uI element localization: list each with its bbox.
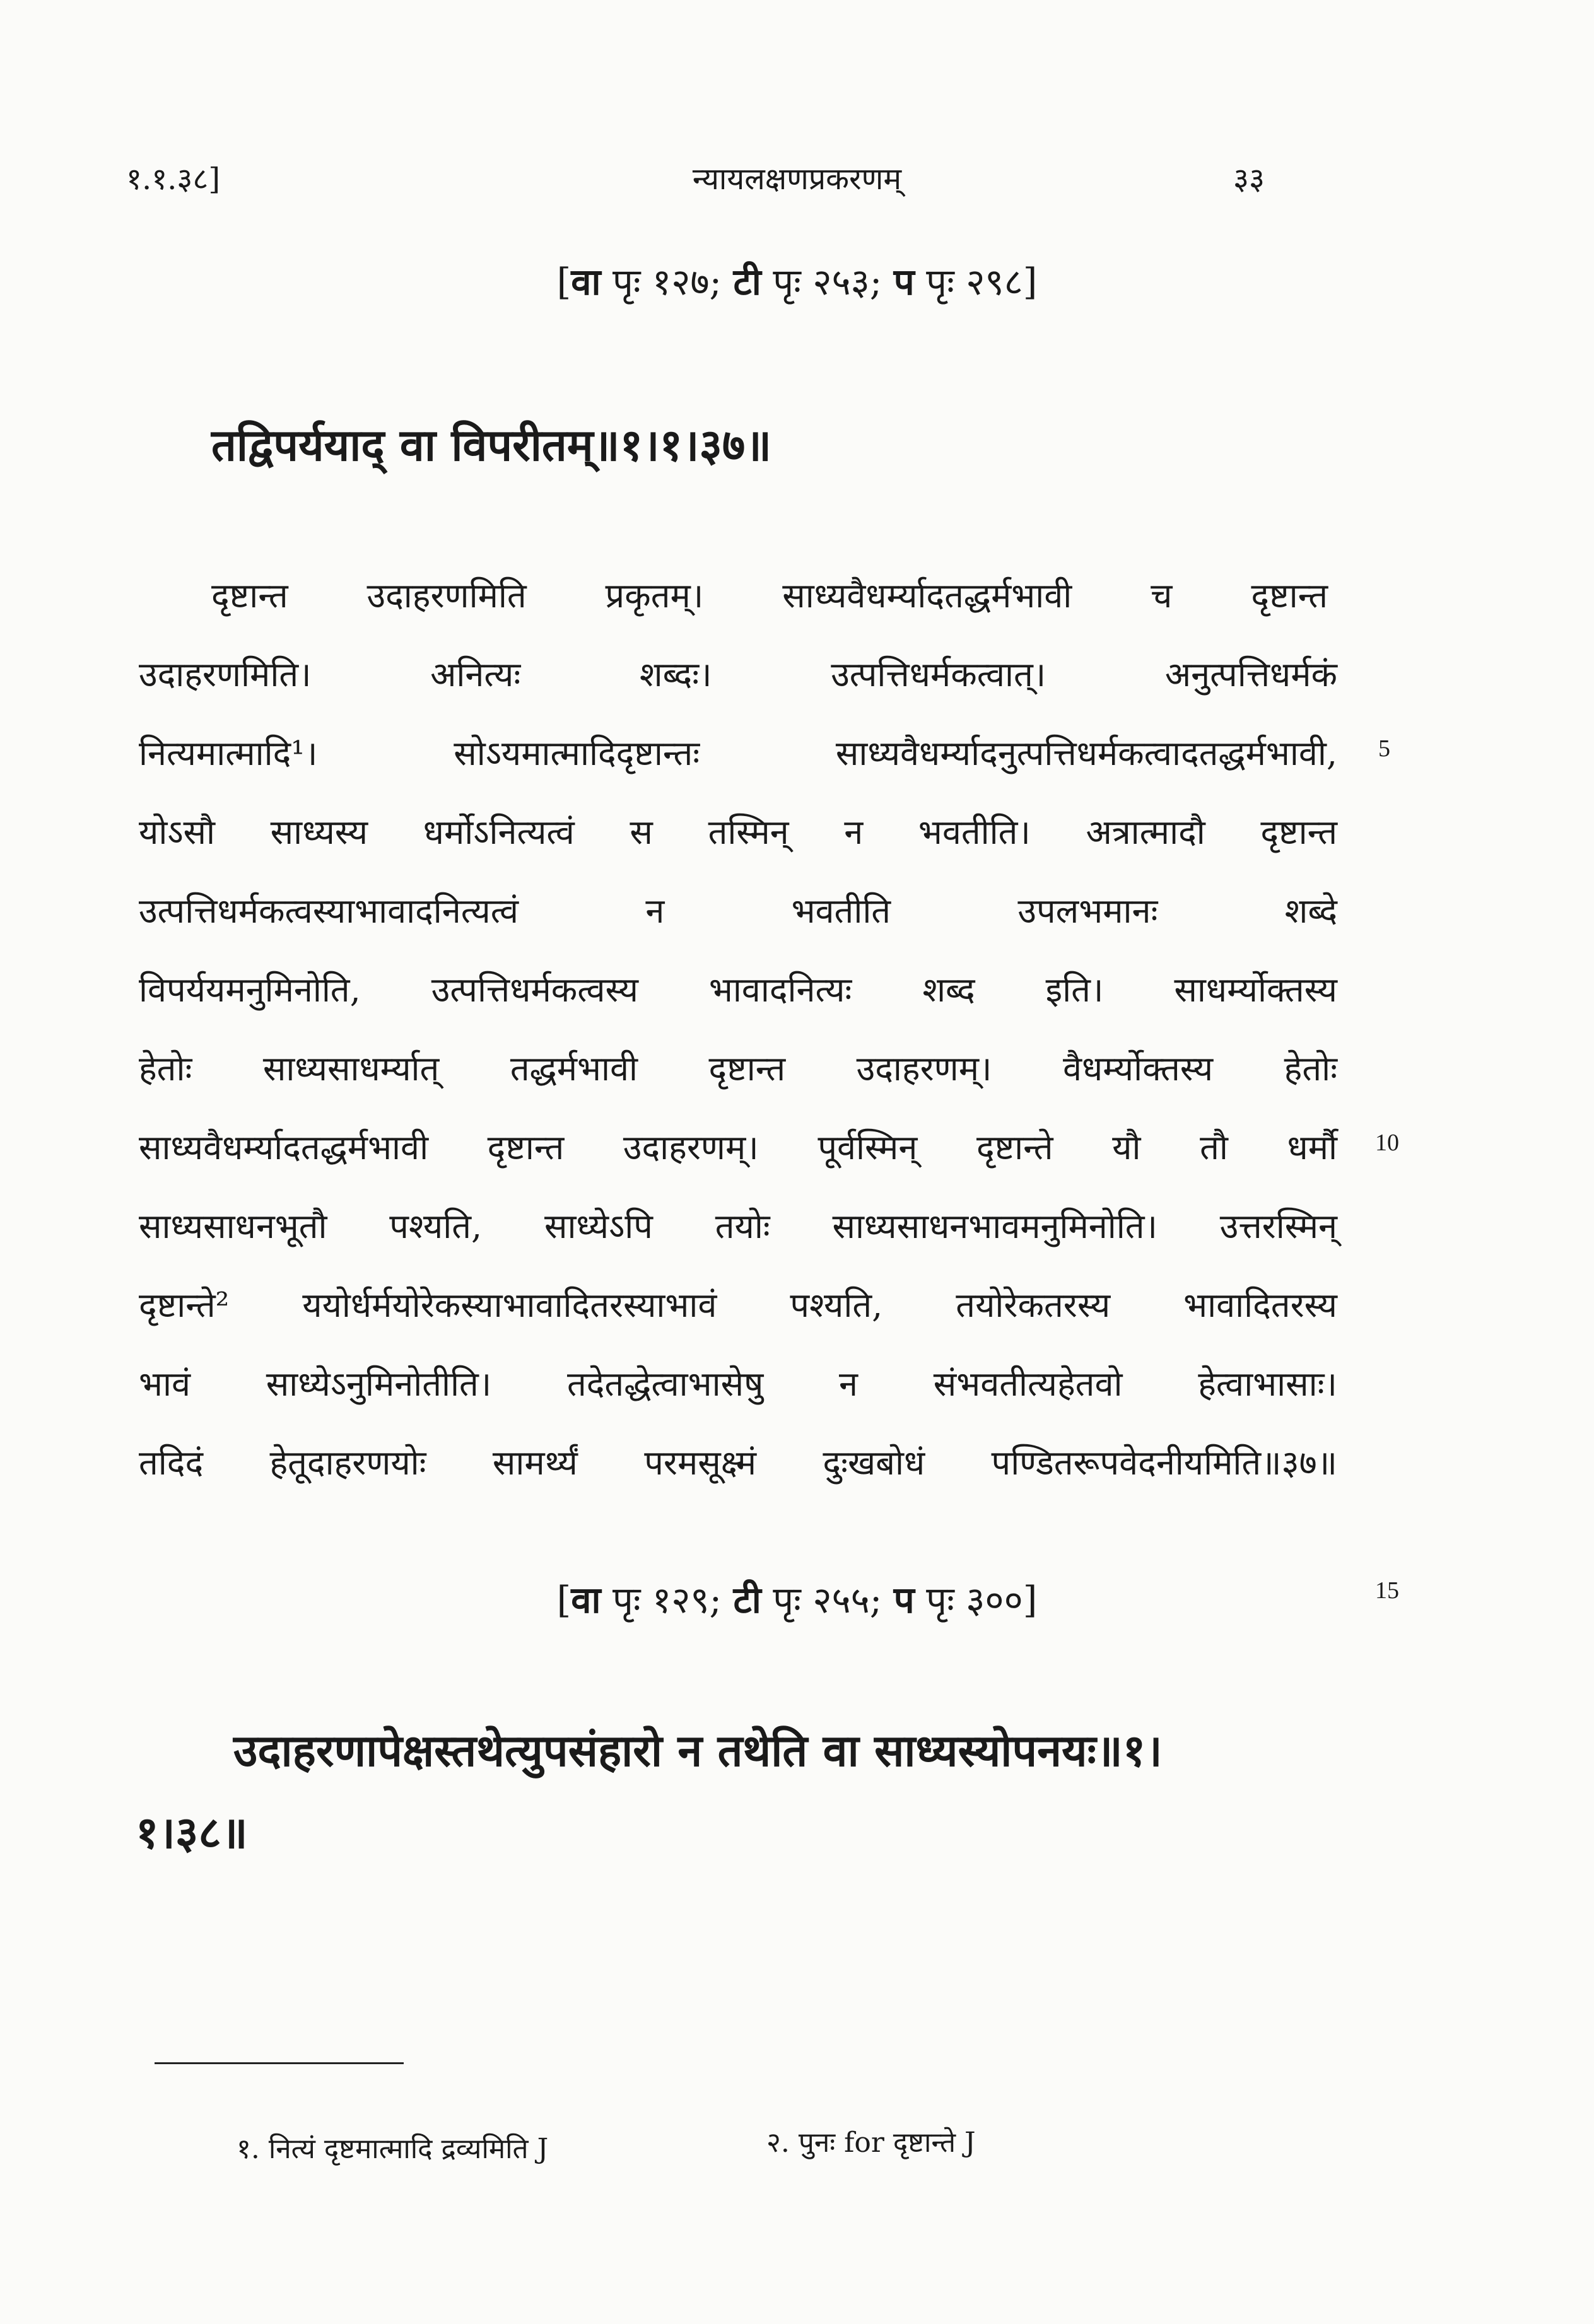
commentary-line: तदिदं हेतूदाहरणयोः सामर्थ्यं परमसूक्ष्मं दुःखबोधं पण्डितरूपवेदनीयमिति॥३७॥ bbox=[139, 1443, 1337, 1483]
commentary-line: दृष्टान्ते² ययोर्धर्मयोरेकस्याभावादितरस्याभावं पश्यति, तयोरेकतरस्य भावादितरस्य bbox=[139, 1285, 1337, 1325]
line-number: 10 bbox=[1375, 1130, 1399, 1156]
commentary-line: भावं साध्येऽनुमिनोतीति। तदेतद्धेत्वाभासेषु न संभवतीत्यहेतवो हेत्वाभासाः। bbox=[139, 1364, 1337, 1404]
sutra-heading: उदाहरणापेक्षस्तथेत्युपसंहारो न तथेति वा साध्यस्योपनयः॥१। bbox=[233, 1724, 1163, 1777]
footnote-2: २. पुनः for दृष्टान्ते J bbox=[766, 2127, 976, 2159]
commentary-line: साध्यसाधनभूतौ पश्यति, साध्येऽपि तयोः साध्यसाधनभावमनुमिनोति। उत्तरस्मिन् bbox=[139, 1206, 1337, 1246]
running-header-left: १.१.३८] bbox=[126, 161, 221, 197]
footnote-rule bbox=[155, 2062, 404, 2064]
page-reference-2: [वा पृः १२९; टी पृः २५५; प पृः ३००] bbox=[556, 1579, 1038, 1621]
line-number: 5 bbox=[1378, 735, 1390, 762]
sutra-heading: तद्विपर्ययाद् वा विपरीतम्॥१।१।३७॥ bbox=[211, 419, 772, 471]
line-number: 15 bbox=[1375, 1577, 1399, 1604]
sutra-heading-continuation: १।३८॥ bbox=[136, 1806, 248, 1859]
page-number: ३३ bbox=[1233, 161, 1265, 197]
commentary-line: दृष्टान्त उदाहरणमिति प्रकृतम्। साध्यवैधर्म्यादतद्धर्मभावी च दृष्टान्त bbox=[211, 576, 1328, 616]
page-reference-1: [वा पृः १२७; टी पृः २५३; प पृः २९८] bbox=[556, 260, 1038, 303]
commentary-line: विपर्ययमनुमिनोति, उत्पत्तिधर्मकत्वस्य भावादनित्यः शब्द इति। साधर्म्योक्तस्य bbox=[139, 970, 1337, 1010]
commentary-line: हेतोः साध्यसाधर्म्यात् तद्धर्मभावी दृष्टान्त उदाहरणम्। वैधर्म्योक्तस्य हेतोः bbox=[139, 1049, 1337, 1089]
running-header-title: न्यायलक्षणप्रकरणम् bbox=[692, 161, 902, 197]
footnote-1: १. नित्यं दृष्टमात्मादि द्रव्यमिति J bbox=[237, 2133, 549, 2165]
commentary-line: उत्पत्तिधर्मकत्वस्याभावादनित्यत्वं न भवतीति उपलभमानः शब्दे bbox=[139, 891, 1337, 931]
commentary-line: उदाहरणमिति। अनित्यः शब्दः। उत्पत्तिधर्मकत्वात्। अनुत्पत्तिधर्मकं bbox=[139, 655, 1337, 694]
commentary-line: नित्यमात्मादि¹। सोऽयमात्मादिदृष्टान्तः साध्यवैधर्म्यादनुत्पत्तिधर्मकत्वादतद्धर्मभावी, bbox=[139, 733, 1337, 773]
commentary-line: साध्यवैधर्म्यादतद्धर्मभावी दृष्टान्त उदाहरणम्। पूर्वस्मिन् दृष्टान्ते यौ तौ धर्मौ bbox=[139, 1128, 1337, 1167]
commentary-line: योऽसौ साध्यस्य धर्मोऽनित्यत्वं स तस्मिन् न भवतीति। अत्रात्मादौ दृष्टान्त bbox=[139, 812, 1337, 852]
